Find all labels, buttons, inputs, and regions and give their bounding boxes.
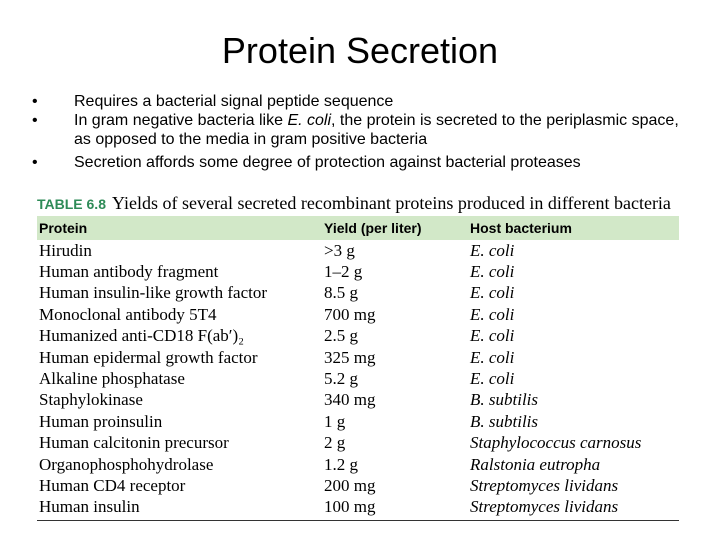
cell-host: E. coli [470, 304, 515, 324]
cell-host: B. subtilis [470, 411, 539, 431]
cell-protein: Monoclonal antibody 5T4 [39, 304, 217, 324]
cell-protein: Human proinsulin [39, 411, 163, 431]
column-header-yield: Yield (per liter) [324, 220, 422, 236]
bullet-marker: • [32, 112, 38, 129]
cell-protein: Humanized anti-CD18 F(ab′)₂ [39, 326, 245, 346]
cell-host: E. coli [470, 369, 515, 389]
cell-yield: 1–2 g [324, 262, 363, 282]
table-row [37, 347, 679, 368]
cell-host: E. coli [470, 262, 515, 282]
cell-yield: 5.2 g [324, 369, 358, 389]
cell-host: E. coli [470, 283, 515, 303]
cell-host: E. coli [470, 326, 515, 346]
column-header-protein: Protein [39, 220, 88, 236]
cell-yield: 200 mg [324, 475, 376, 495]
column-header-host: Host bacterium [470, 220, 572, 236]
table-header-row [37, 216, 679, 240]
bullet-item [30, 111, 700, 149]
table-row [37, 240, 679, 261]
cell-host: B. subtilis [470, 390, 539, 410]
table-row [37, 433, 679, 454]
table-caption-text: Yields of several secreted recombinant proteins produced in different bacteria [111, 193, 671, 213]
table-caption [37, 193, 679, 215]
table-bottom-rule [37, 520, 679, 521]
table-row [37, 475, 679, 496]
table-body [37, 240, 679, 518]
table-row [37, 368, 679, 389]
cell-protein: Human epidermal growth factor [39, 347, 258, 367]
cell-yield: 1 g [324, 411, 346, 431]
cell-yield: 325 mg [324, 347, 376, 367]
bullet-text: Secretion affords some degree of protection against bacterial proteases [74, 154, 581, 171]
cell-host: E. coli [470, 347, 515, 367]
cell-host: Streptomyces lividans [470, 497, 619, 517]
table-row [37, 411, 679, 432]
cell-yield: 2 g [324, 433, 346, 453]
table-row [37, 497, 679, 518]
bullet-text: Requires a bacterial signal peptide sequence [74, 93, 394, 110]
bullet-marker: • [32, 93, 38, 110]
slide-title: Protein Secretion [221, 30, 499, 71]
cell-host: E. coli [470, 240, 515, 260]
cell-yield: 1.2 g [324, 454, 358, 474]
table-row [37, 283, 679, 304]
cell-protein: Organophosphohydrolase [39, 454, 214, 474]
cell-yield: 100 mg [324, 497, 376, 517]
cell-protein: Alkaline phosphatase [39, 369, 185, 389]
cell-protein: Human CD4 receptor [39, 475, 186, 495]
cell-protein: Human calcitonin precursor [39, 433, 229, 453]
yields-table [37, 193, 679, 521]
cell-protein: Human insulin-like growth factor [39, 283, 268, 303]
table-label: TABLE 6.8 [37, 196, 106, 212]
cell-protein: Human insulin [39, 497, 140, 517]
bullet-item [30, 92, 700, 111]
bullet-text [74, 111, 700, 149]
bullet-list [30, 92, 700, 172]
cell-yield: 340 mg [324, 390, 376, 410]
cell-host: Staphylococcus carnosus [470, 433, 642, 453]
table-row [37, 261, 679, 282]
cell-protein: Human antibody fragment [39, 262, 219, 282]
cell-yield: >3 g [324, 240, 355, 260]
cell-yield: 8.5 g [324, 283, 358, 303]
cell-protein: Hirudin [39, 240, 92, 260]
table-row [37, 390, 679, 411]
bullet-text-part: , the protein is secreted to the periplasmic space, as opposed to the media in gram positive bacteria [74, 112, 679, 148]
cell-yield: 700 mg [324, 304, 376, 324]
table-row [37, 304, 679, 325]
table-row [37, 454, 679, 475]
bullet-marker: • [32, 154, 38, 171]
bullet-text-part: In gram negative bacteria like [74, 112, 288, 129]
cell-host: Streptomyces lividans [470, 475, 619, 495]
cell-host: Ralstonia eutropha [470, 454, 601, 474]
cell-yield: 2.5 g [324, 326, 358, 346]
table-row [37, 326, 679, 347]
cell-protein: Staphylokinase [39, 390, 143, 410]
bullet-text-italic: E. coli [287, 112, 332, 129]
bullet-item [30, 153, 700, 172]
